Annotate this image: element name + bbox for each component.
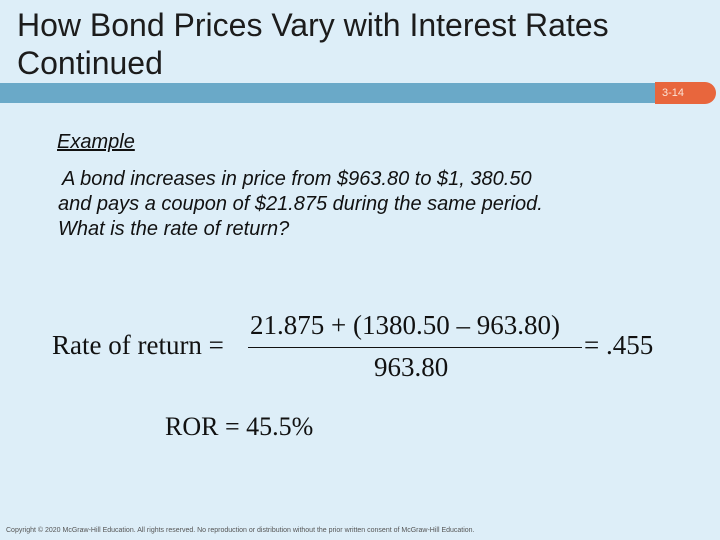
slide-title-line-2: Continued: [17, 45, 163, 81]
problem-line-2: and pays a coupon of $21.875 during the same period.: [58, 193, 543, 215]
equation-lhs: Rate of return =: [52, 330, 224, 360]
fraction-bar: [248, 347, 582, 348]
equation-denominator: 963.80: [374, 352, 449, 382]
problem-line-1: A bond increases in price from $963.80 to $1, 380.50: [62, 168, 532, 190]
ror-result: ROR = 45.5%: [165, 412, 314, 441]
equation-numerator: 21.875 + (1380.50 – 963.80): [250, 310, 560, 340]
slide-title-line-1: How Bond Prices Vary with Interest Rates: [17, 7, 609, 43]
rate-of-return-equation: [52, 310, 672, 386]
problem-statement: [58, 167, 678, 242]
problem-line-3: What is the rate of return?: [58, 218, 290, 240]
example-heading: Example: [57, 131, 135, 153]
copyright-notice: Copyright © 2020 McGraw-Hill Education. All rights reserved. No reproduction or distribution without the prior written consent of McGraw-Hill Education.: [6, 527, 475, 534]
slide-number: 3-14: [655, 82, 716, 104]
equation-result: = .455: [584, 330, 654, 360]
slide-title: [17, 6, 609, 82]
title-divider-bar: [0, 83, 658, 103]
